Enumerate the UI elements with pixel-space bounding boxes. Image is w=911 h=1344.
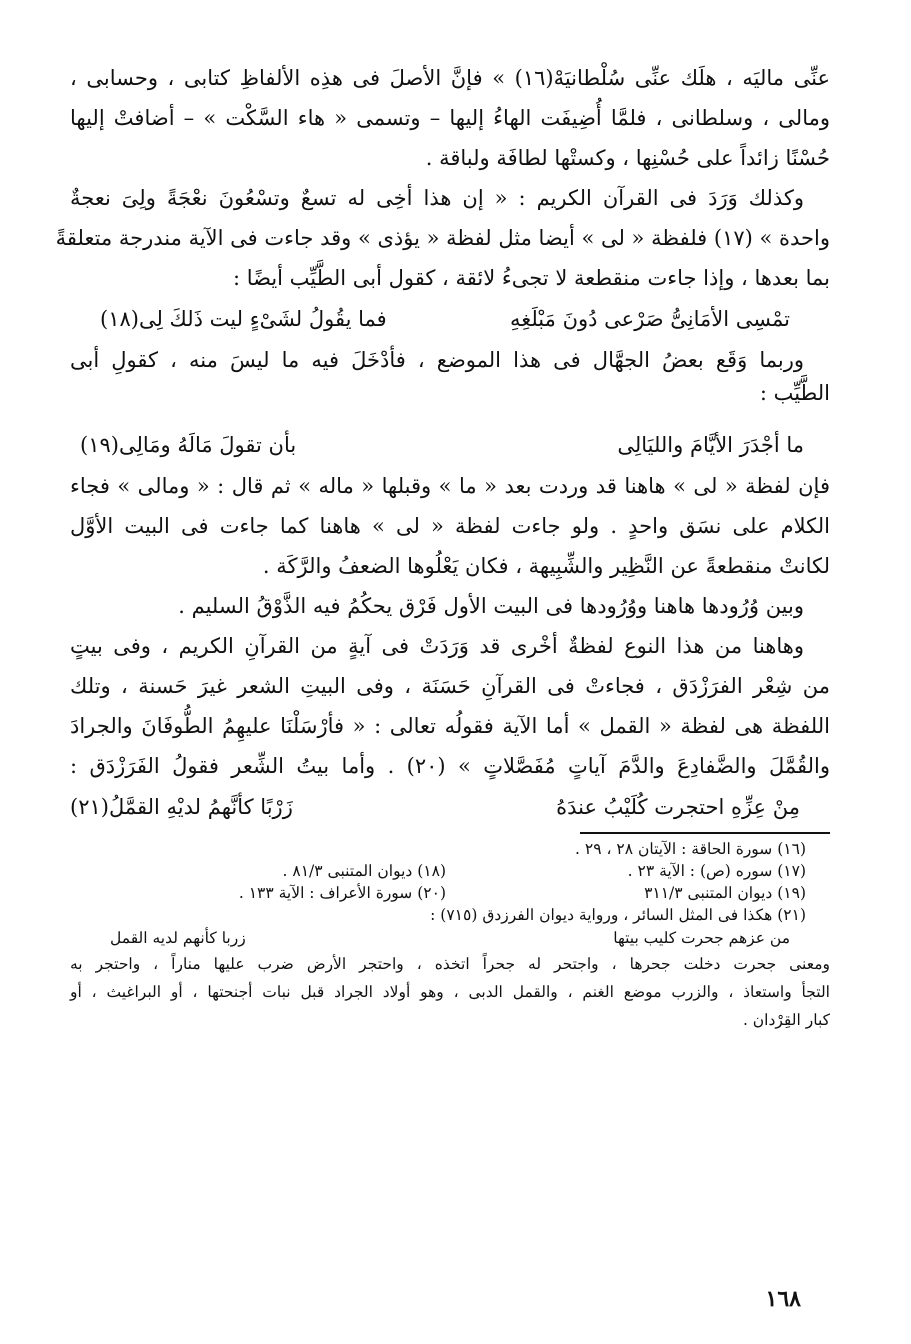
- footnote-text-line: ومعنى جحرت دخلت جحرها ، واجتحر له جحراً اتخذه ، واحتجر الأرض ضرب عليها مناراً ، واحتجر به: [70, 955, 830, 973]
- text-line: اللفظة هى لفظة « القمل » أما الآية فقولُه تعالى : « فأرْسَلْنَا عليهِمُ الطُّوفَانَ والجرادَ: [70, 714, 830, 738]
- page-content: [55, 58, 830, 1034]
- body-paragraph-2: [70, 340, 830, 406]
- footnote-text-line: التجأ واستعاذ ، والزرب موضع الغنم ، والقمل الدبى ، وهو أولاد الجراد قبل نبات أجنحتها ، أو البراغيث ، أو: [70, 983, 830, 1001]
- footnote-21: (٢١) هكذا فى المثل السائر ، ورواية ديوان الفرزدق (٧١٥) :: [430, 906, 806, 924]
- text-line: بما بعدها ، وإذا جاءت منقطعة لا تجىءُ لائقة ، كقول أبى الطَّيِّب أيضًا :: [232, 266, 830, 290]
- verse-second-hemistich: زَرْبًا كأنَّهمُ لديْهِ القمَّلُ(٢١): [70, 795, 293, 819]
- text-line: وبين وُرُودها هاهنا ووُرُودها فى البيت الأول فَرْق يحكُمُ فيه الذَّوْقُ السليم .: [178, 594, 804, 618]
- verse-second-hemistich: بأن تقولَ مَالَهُ ومَالِى(١٩): [80, 433, 297, 457]
- footnote-17: (١٧) سوره (ص) : الآية ٢٣ .: [627, 862, 806, 880]
- text-line: ومالى ، وسلطانى ، فلمَّا أُضِيفَت الهاءُ إليها – وتسمى « هاء السَّكْت » – أضافتْ إليها: [70, 106, 830, 130]
- footnote-19: (١٩) ديوان المتنبى ٣١١/٣: [644, 884, 806, 902]
- page-number: ١٦٨: [765, 1286, 801, 1312]
- body-paragraph-3: [70, 466, 830, 786]
- footnote-separator: [580, 832, 830, 834]
- footnote-16: (١٦) سورة الحاقة : الآيتان ٢٨ ، ٢٩ .: [575, 840, 806, 858]
- footnotes: [70, 838, 830, 1034]
- text-line: الكلام على نسَق واحدٍ . ولو جاءت لفظة « لى » هاهنا كما جاءت فى البيت الأوَّل: [70, 514, 830, 538]
- footnote-20: (٢٠) سورة الأعراف : الآية ١٣٣ .: [238, 884, 446, 902]
- text-line: لكانتْ منقطعةً عن النَّظِير والشِّبِيهة ، فكان يَعْلُوها الضعفُ والرَّكَة .: [262, 554, 830, 578]
- poem-verse-1: [70, 298, 830, 340]
- poem-verse-3: [70, 786, 830, 828]
- text-line: عنِّى ماليَه ، هلَك عنِّى سُلْطانيَهْ(١٦) » فإنَّ الأصلَ فى هذِه الألفاظِ كتابى ، وحسابى ،: [70, 66, 830, 90]
- footnote-18: (١٨) ديوان المتنبى ٨١/٣ .: [282, 862, 446, 880]
- text-line: حُسْنًا زائداً على حُسْنِها ، وكستْها لطافَة ولباقة .: [425, 146, 830, 170]
- text-line: فإن لفظة « لى » هاهنا قد وردت بعد « ما » وقبلها « ماله » ثم قال : « ومالى » فجاء: [70, 474, 830, 498]
- text-line: والقُمَّلَ والضَّفادِعَ والدَّمَ آياتٍ مُفَصَّلاتٍ » (٢٠) . وأما بيتُ الشِّعر فقولُ الفَرَزْدَق :: [70, 754, 830, 778]
- footnote-verse-first: من عزهم جحرت كليب بيتها: [613, 929, 790, 947]
- verse-second-hemistich: فما يقُولُ لشَىْءٍ ليت ذَلكَ لِى(١٨): [100, 307, 387, 331]
- text-line: وهاهنا من هذا النوع لفظةٌ أخْرى قد وَرَدَتْ فى آيةٍ من القرآنِ الكريم ، وفى بيتٍ: [70, 634, 804, 658]
- text-line: من شِعْر الفرَزْدَق ، فجاءتْ فى القرآنِ حَسَنَة ، وفى البيتِ الشعر غيرَ حَسنة ، وتلك: [70, 674, 830, 698]
- text-line: واحدة » (١٧) فلفظة « لى » أيضا مثل لفظة « يؤذى » وقد جاءت فى الآية مندرجة متعلقةً: [55, 226, 830, 250]
- poem-verse-2: [70, 424, 830, 466]
- body-paragraph-1: [55, 58, 830, 298]
- footnote-row: [70, 860, 830, 882]
- verse-first-hemistich: تمْسِى الأمَانِىُّ صَرْعى دُونَ مَبْلَغِهِ: [509, 307, 790, 331]
- text-line: وكذلك وَرَدَ فى القرآن الكريم : « إن هذا أخِى له تسعٌ وتسْعُونَ نعْجَةً ولِىَ نعجةٌ: [70, 186, 804, 210]
- footnote-text-line: كبار القِرْدان .: [742, 1011, 830, 1029]
- text-line: الطَّيِّب :: [759, 381, 830, 405]
- footnote-verse: [70, 926, 830, 950]
- footnote-verse-second: زربا كأنهم لديه القمل: [110, 929, 246, 947]
- verse-first-hemistich: مِنْ عِزِّهِ احتجرت كُلَيْبُ عندَهُ: [556, 795, 800, 819]
- text-line: وربما وَقَع بعضُ الجهَّال فى هذا الموضع ، فأدْخَلَ فيه ما ليسَ منه ، كقولِ أبى: [70, 348, 804, 372]
- verse-first-hemistich: ما أجْدَرَ الأيَّامَ والليَالِى: [617, 433, 804, 457]
- footnote-row: [70, 882, 830, 904]
